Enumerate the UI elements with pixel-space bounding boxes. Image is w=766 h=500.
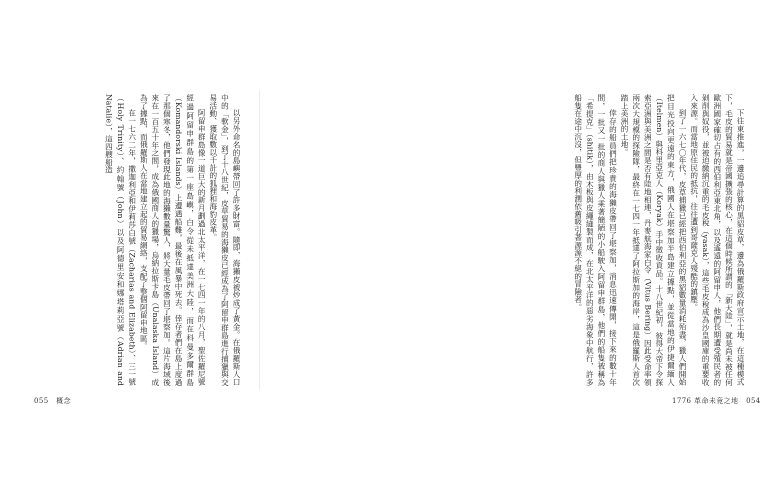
paragraph: 在一七六二年，撒迦利亞和伊莉莎白號（Zacharias and Elizabeth）、三一號（Holy Trinity）、約翰號（John）以及阿德里安和娜塔莉亞號（Adrian and Natalie），這四艘船造 [104,94,137,386]
left-page [0,0,260,500]
left-page-body [34,94,242,386]
page-number: 055 [34,397,49,405]
running-head: 1776 革命未竟之地 [672,397,739,405]
paragraph: 到了一六七〇年代，皮草捕獵已經把西伯利亞的黑貂數量消耗殆盡，獵人們開始把目光投向更遠的東方，俄國人在堪察加半島建立據點，並從當地的伊捷爾緬人（Itelmen）與科里亞克人（Koryak）手中徵收貢品。十八世紀初，彼得大帝下令探索亞洲與美洲之間是否有陸地相連，丹麥航海家白令（Vitus Bering）因此受命率領兩次大規模的探險隊，最終在一七四一年抵達了阿拉斯加的海岸，這是俄羅斯人首次踏上美洲的土地。 [620,94,688,386]
page-number: 054 [746,397,761,405]
running-head: 概念 [56,397,72,405]
right-page-body [536,94,746,386]
left-page-footer [34,396,76,406]
right-page [260,0,761,500]
right-page-footer [672,396,766,406]
paragraph: 以另外命名的島嶼帶回了許多財富。隨即，海獺皮被炒成了黃金。在俄羅斯人口中的「軟金」，到了十八世紀，皮草貿易的海獺皮已經成為了阿留申群島進行捕獵與交易活動、獲取數以千計的狐狸和海豹皮革。 [208,94,241,386]
paragraph: 下往東推進，一邊追尋計算的黑貂皮草，邊為俄羅斯政府宣示土地，在這種模式下，毛皮的貿易就是帝國擴張的核心，在這個時候所謂的「新大陸」，就是尚未被任何歐洲國家確切占有的西伯利亞東北角，以及遙遠的阿留申人，他們長期遭受殖民者的剝削與奴役，並被迫繳納沉重的毛皮稅（yasak），這些毛皮稅成為沙皇國庫的重要收入來源。而當地原住民的抵抗，往往遭到哥薩克人殘酷的鎮壓。 [689,94,745,386]
paragraph: 倖存的船員們把珍貴的海獺皮帶回了堪察加，消息迅速傳開，接下來的數十年間，一批又一批的商人與獵人乘著簡陋的小船駛入阿留申群島，他們的船隻被稱為「希提克」（shitik），由木板與皮繩縫製而成，在北太平洋的惡劣海象中航行，許多船隻在途中沉沒，但豐厚的利潤依舊吸引著源源不絕的冒險者。 [573,94,618,386]
paragraph: 阿留申群島像一道巨大的新月劃過北太平洋，在一七四一年的八月，聖佐羅尼號經過阿留申群島的第一座島嶼，白令從未抵達美洲大陸，而在科曼多爾群島（Komandorski Islands）上遭遇船難，最後在風暴中死去。倖存者們在島上度過了那個寒冬，他們發現此地的海獺數量驚人，將大量毛皮帶回了堪察加。這片海域後來在一百五十年之間，成為俄國商人的獵場，烏納拉斯卡島（Unalaska Island）成為了據點，而俄羅斯人在當地建立起的貿易網絡，支配了整個阿留申地區。 [139,94,207,386]
